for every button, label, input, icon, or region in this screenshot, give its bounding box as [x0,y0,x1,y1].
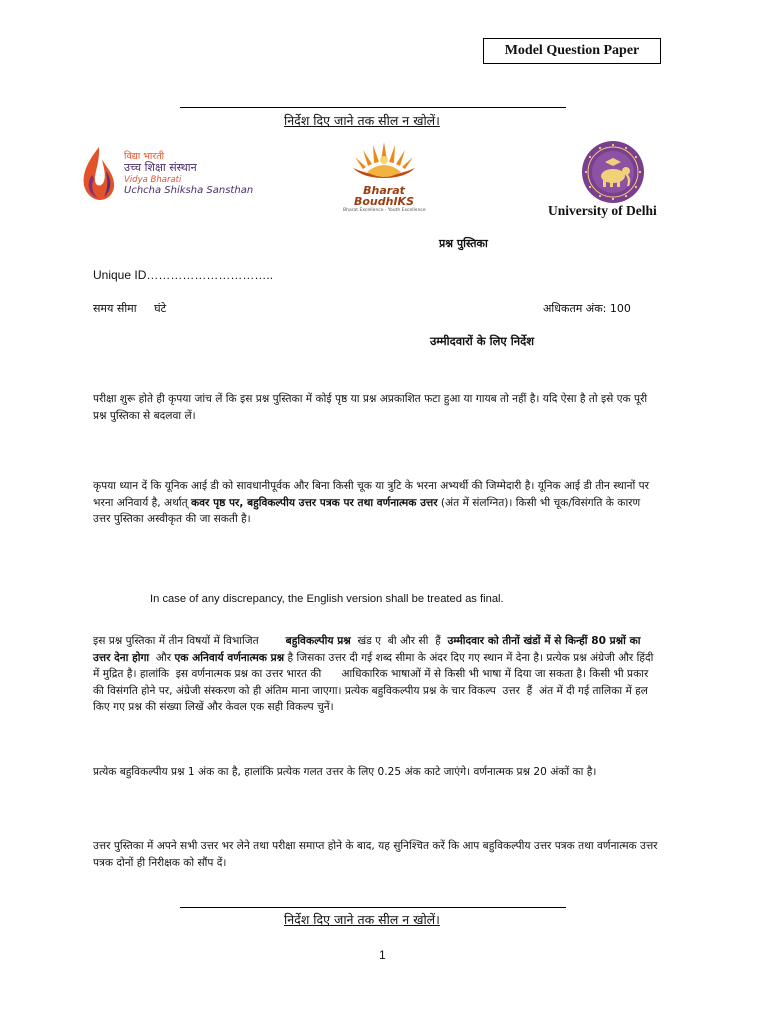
university-of-delhi-logo [575,140,651,204]
bharat-logo-tagline: Bharat Excellence · Youth Excellence [343,208,426,213]
vidya-bharati-hindi-line2: उच्च शिक्षा संस्थान [124,161,197,174]
instructions-title: उम्मीदवारों के लिए निर्देश [430,334,535,348]
vidya-bharati-english-line2: Uchcha Shiksha Sansthan [124,185,254,196]
instruction-paragraph-5: उत्तर पुस्तिका में अपने सभी उत्तर भर लेने तथा परीक्षा समाप्त होने के बाद, यह सुनिश्चित करें कि आप बहुविकल्पीय उत्तर पत्रक तथा वर्णनात्मक उत्तर पत्रक दोनों ही निरीक्षक को सौंप दें। [93,840,658,869]
time-limit: समय सीमा घंटे [93,302,167,315]
vidya-bharati-hindi-line1: विद्या भारती [124,151,165,162]
paragraph-2-text-a: कृपया ध्यान दें कि यूनिक आई डी को सावधानीपूर्वक और बिना किसी चूक या त्रुटि के भरना अभ्यर्थी की जिम्मेदारी है। यूनिक आई डी तीन स्थानों पर भरना अनिवार्य है, अर्थात् [93,480,650,509]
page-number: 1 [379,948,386,962]
paragraph-3-text-d: है जिसका उत्तर दी गई शब्द सीमा के अंदर दिए गए स्थान में देना है। प्रत्येक प्रश्न अंग्रेजी और हिंदी में मुद्रित है। हालांकि इस वर्णनात्मक प्रश्न का उत्तर भारत की आधिकारिक भाषाओं में से किसी भी भाषा में दिया जा सकता है। किसी भी प्रकार की विसंगति होने पर, अंग्रेजी संस्करण को ही अंतिम माना जाएगा। प्रत्येक बहुविकल्पीय प्रश्न के चार विकल्प उत्तर हैं अंत में दी गई तालिका में हल किए गए प्रश्न की संख्या लिखें और केवल एक सही विकल्प चुनें। [93,651,657,713]
paragraph-2-text-b: (अंत में संलग्नित)। किसी भी चूक/विसंगति के कारण उत्तर पुस्तिका अस्वीकृत की जा सकती है। [93,496,641,525]
university-of-delhi-caption: University of Delhi [548,203,657,218]
vidya-bharati-english-line1: Vidya Bharati [124,175,182,185]
top-rule [180,107,566,108]
flame-logo-icon [80,145,118,201]
bharat-logo-line2: BoudhIKS [353,195,415,208]
paragraph-3-bold-1: बहुविकल्पीय प्रश्न [285,635,351,647]
top-seal-instruction: निर्देश दिए जाने तक सील न खोलें। [284,113,440,128]
du-seal-icon [575,140,651,204]
vidya-bharati-logo [80,145,254,201]
bottom-seal-instruction: निर्देश दिए जाने तक सील न खोलें। [284,912,440,927]
paragraph-2-bold: कवर पृष्ठ पर, बहुविकल्पीय उत्तर पत्रक पर तथा वर्णनात्मक उत्तर [191,496,438,509]
instruction-paragraph-2 [93,478,659,528]
instruction-paragraph-3 [93,633,659,716]
english-version-note: In case of any discrepancy, the English version shall be treated as final. [150,593,504,605]
bottom-rule [180,907,566,908]
paragraph-3-text-c: और [149,651,175,664]
paragraph-3-text-a: इस प्रश्न पुस्तिका में तीन विषयों में विभाजित [93,635,286,647]
paragraph-3-text-b: खंड ए बी और सी हैं [350,635,448,647]
bharat-logo-line1: Bharat [363,184,405,197]
unique-id-line: Unique ID………………………….. [93,268,274,282]
model-question-paper-label: Model Question Paper [483,38,661,64]
instruction-paragraph-1: परीक्षा शुरू होते ही कृपया जांच लें कि इस प्रश्न पुस्तिका में कोई पृष्ठ या प्रश्न अप्रकाशित फटा हुआ या गायब तो नहीं है। यदि ऐसा है तो इसे एक पूरी प्रश्न पुस्तिका से बदलवा लें। [93,393,648,422]
paragraph-3-bold-3: एक अनिवार्य वर्णनात्मक प्रश्न [174,651,285,664]
booklet-title: प्रश्न पुस्तिका [439,237,488,250]
paragraph-3-bold-2: उम्मीदवार को तीनों खंडों में से किन्हीं 80 प्रश्नों का उत्तर देना होगा [93,635,645,664]
instruction-paragraph-4: प्रत्येक बहुविकल्पीय प्रश्न 1 अंक का है, हालांकि प्रत्येक गलत उत्तर के लिए 0.25 अंक काटे जाएंगे। वर्णनात्मक प्रश्न 20 अंकों का है। [93,766,597,778]
bharat-boudhiks-logo [343,138,425,220]
lotus-lamp-icon [343,138,425,184]
max-marks: अधिकतम अंक: 100 [543,302,631,315]
